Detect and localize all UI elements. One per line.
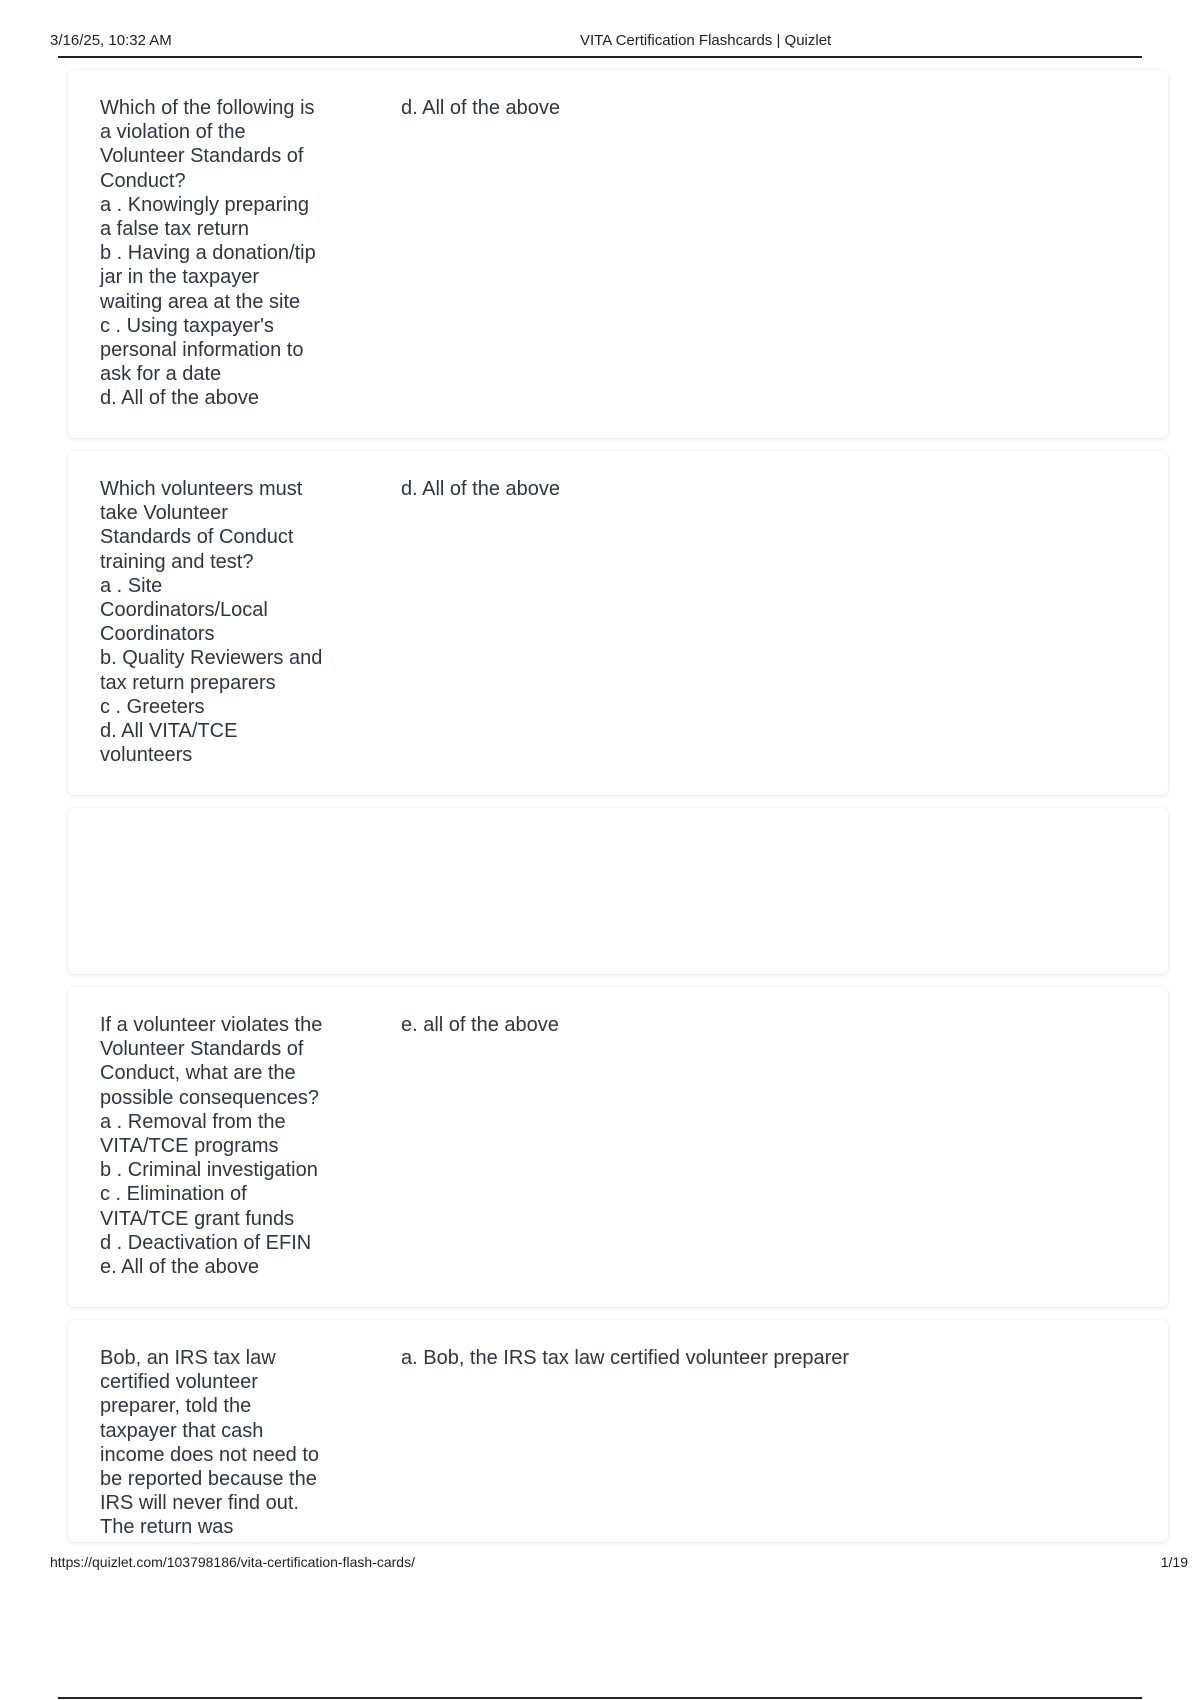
flashcard[interactable]: [68, 1320, 1168, 1542]
flashcard-term: Which volunteers must take Volunteer Standards of Conduct training and test? a . Site Coordinators/Local Coordinators b. Quality Reviewers and tax return preparers c . Greeters d. All VITA/TCE volunteers: [100, 478, 323, 767]
flashcard[interactable]: [68, 70, 1168, 438]
print-footer: [50, 1554, 1200, 1576]
page-url: https://quizlet.com/103798186/vita-certification-flash-cards/: [50, 1554, 415, 1570]
flashcard-empty[interactable]: [68, 808, 1168, 974]
flashcard-definition: d. All of the above: [401, 478, 561, 500]
print-header: [50, 30, 1150, 54]
footer-divider: [58, 1697, 1142, 1699]
flashcard-term: Bob, an IRS tax law certified volunteer preparer, told the taxpayer that cash income does not need to be reported because the IRS will never find out. The return was: [100, 1347, 320, 1539]
document-title: VITA Certification Flashcards | Quizlet: [580, 32, 832, 49]
page-number: 1/19: [1160, 1554, 1188, 1570]
flashcard[interactable]: [68, 987, 1168, 1307]
flashcard[interactable]: [68, 451, 1168, 795]
print-date: 3/16/25, 10:32 AM: [50, 32, 172, 49]
flashcard-definition: a. Bob, the IRS tax law certified volunteer preparer: [401, 1347, 850, 1369]
header-divider: [58, 56, 1142, 58]
flashcard-definition: d. All of the above: [401, 97, 561, 119]
flashcard-term: Which of the following is a violation of the Volunteer Standards of Conduct? a . Knowingly preparing a false tax return b . Having a donation/tip jar in the taxpayer waiting area at the site c . Using taxpayer's personal information to ask for a date d. All of the above: [100, 97, 316, 410]
flashcard-definition: e. all of the above: [401, 1014, 559, 1036]
flashcard-term: If a volunteer violates the Volunteer Standards of Conduct, what are the possible consequences? a . Removal from the VITA/TCE programs b . Criminal investigation c . Elimination of VITA/TCE grant funds d . Deactivation of EFIN e. All of the above: [100, 1014, 323, 1279]
